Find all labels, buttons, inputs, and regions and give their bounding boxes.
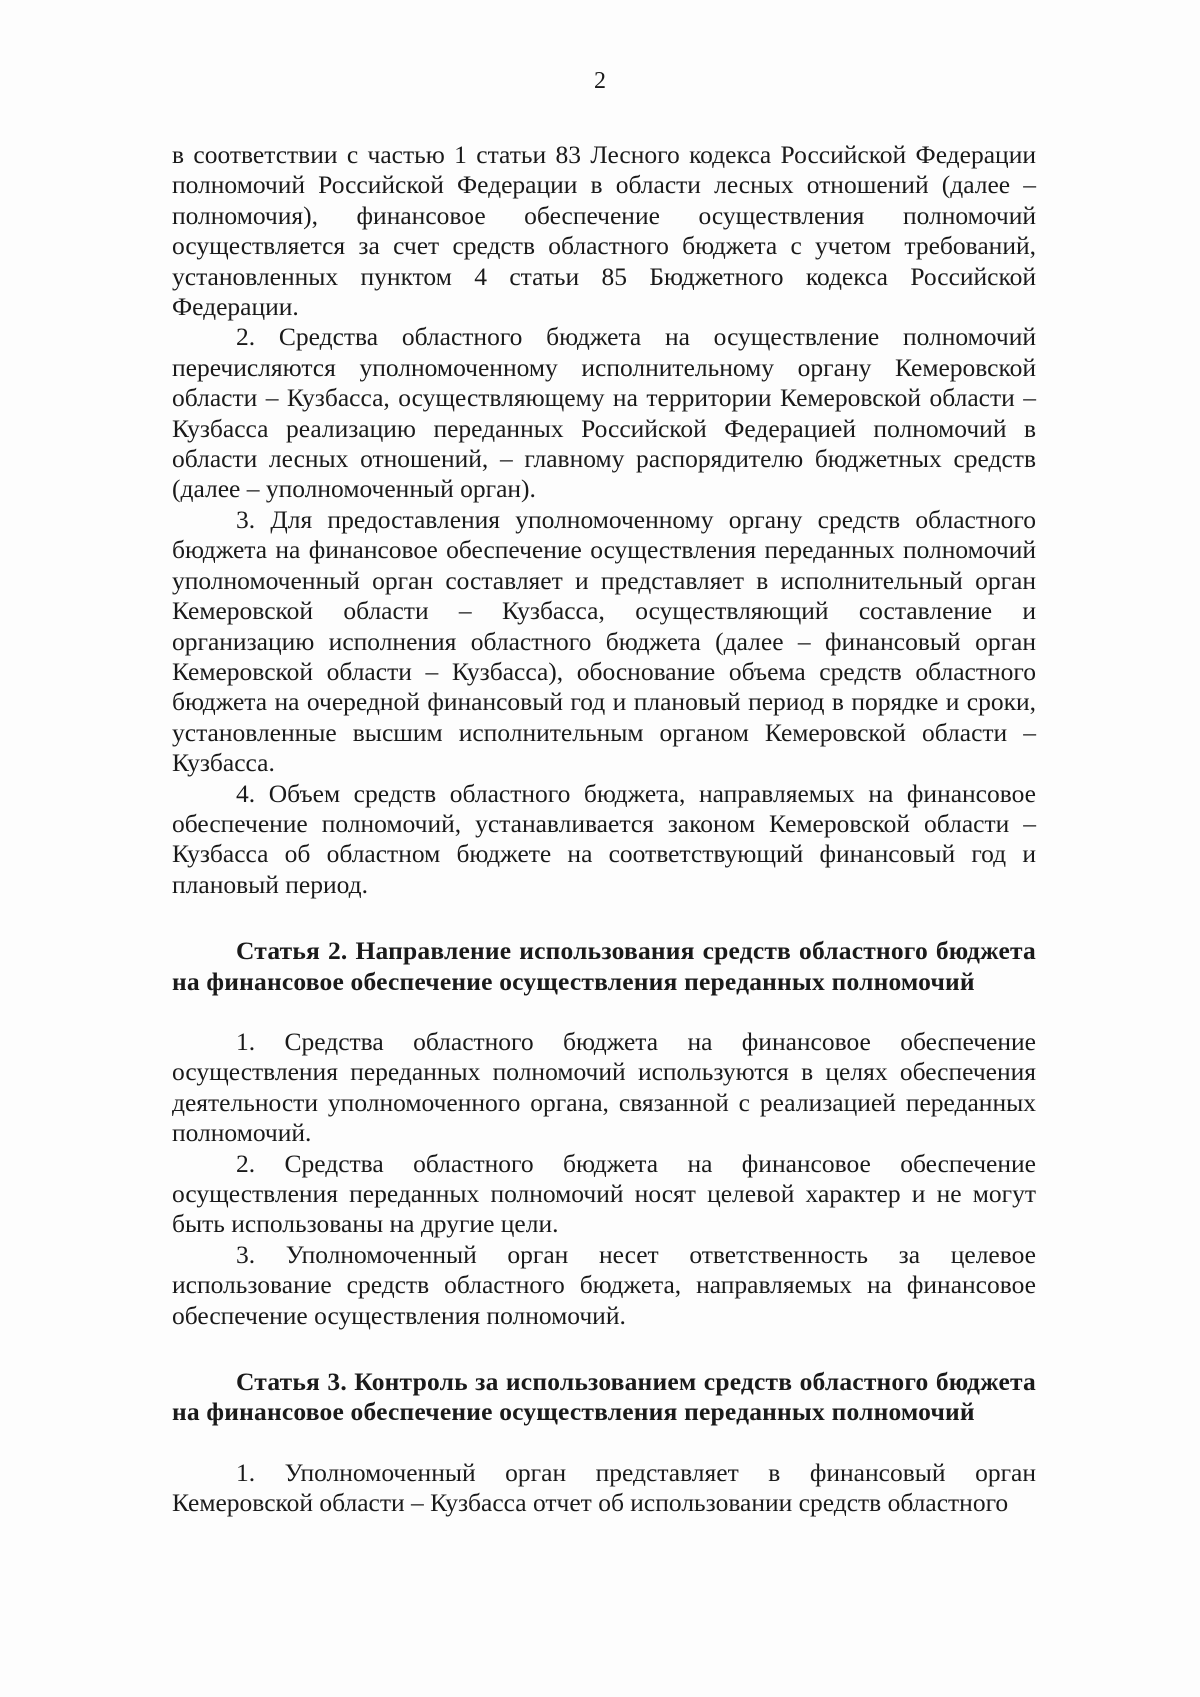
article3-heading: Статья 3. Контроль за использованием средств областного бюджета на финансовое обеспечение осуществления переданных полномочий — [172, 1367, 1036, 1427]
document-body — [172, 140, 1036, 1519]
article2-paragraph-1: 1. Средства областного бюджета на финансовое обеспечение осуществления переданных полномочий используются в целях обеспечения деятельности уполномоченного органа, связанной с реализацией переданных полномочий. — [172, 1026, 1036, 1148]
article2-heading: Статья 2. Направление использования средств областного бюджета на финансовое обеспечение осуществления переданных полномочий — [172, 936, 1036, 996]
article1-paragraph-4: 4. Объем средств областного бюджета, направляемых на финансовое обеспечение полномочий, устанавливается законом Кемеровской области – Кузбасса об областном бюджете на соответствующий финансовый год и плановый период. — [172, 778, 1036, 899]
spacer — [172, 1428, 1036, 1458]
article2-paragraph-2: 2. Средства областного бюджета на финансовое обеспечение осуществления переданных полномочий носят целевой характер и не могут быть использованы на другие цели. — [172, 1148, 1036, 1239]
article1-paragraph-3: 3. Для предоставления уполномоченному органу средств областного бюджета на финансовое обеспечение осуществления переданных полномочий уполномоченный орган составляет и представляет в исполнительный орган Кемеровской области – Кузбасса, осуществляющий составление и организацию исполнения областного бюджета (далее – финансовый орган Кемеровской области – Кузбасса), обоснование объема средств областного бюджета на очередной финансовый год и плановый период в порядке и сроки, установленные высшим исполнительным органом Кемеровской области – Кузбасса. — [172, 504, 1036, 778]
article1-paragraph-2: 2. Средства областного бюджета на осуществление полномочий перечисляются уполномоченному исполнительному органу Кемеровской области – Кузбасса, осуществляющему на территории Кемеровской области – Кузбасса реализацию переданных Российской Федерацией полномочий в области лесных отношений, – главному распорядителю бюджетных средств (далее – уполномоченный орган). — [172, 322, 1036, 504]
spacer — [172, 900, 1036, 936]
article3-paragraph-1: 1. Уполномоченный орган представляет в финансовый орган Кемеровской области – Кузбасса отчет об использовании средств областного — [172, 1457, 1036, 1518]
article1-paragraph-continued: в соответствии с частью 1 статьи 83 Лесного кодекса Российской Федерации полномочий Российской Федерации в области лесных отношений (далее – полномочия), финансовое обеспечение осуществления полномочий осуществляется за счет средств областного бюджета с учетом требований, установленных пунктом 4 статьи 85 Бюджетного кодекса Российской Федерации. — [172, 140, 1036, 322]
spacer — [172, 997, 1036, 1027]
spacer — [172, 1331, 1036, 1367]
page-number: 2 — [594, 68, 606, 94]
article2-paragraph-3: 3. Уполномоченный орган несет ответственность за целевое использование средств областного бюджета, направляемых на финансовое обеспечение осуществления полномочий. — [172, 1239, 1036, 1330]
